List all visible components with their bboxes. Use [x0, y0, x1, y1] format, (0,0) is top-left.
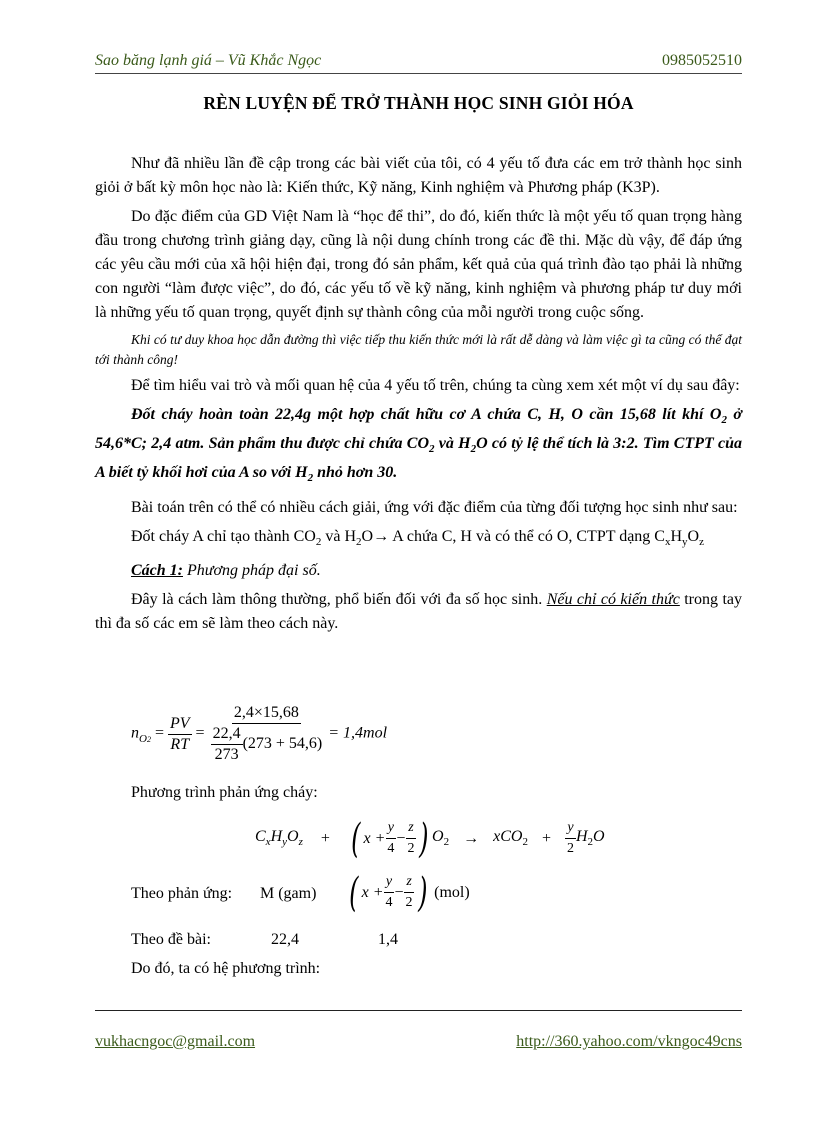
paragraph-approaches: Bài toán trên có thể có nhiều cách giải, ứng với đặc điểm của từng đối tượng học sinh như sau: — [131, 498, 738, 516]
paragraph-intro: Như đã nhiều lần đề cập trong các bài viết của tôi, có 4 yếu tố đưa các em trở thành học sinh giỏi ở bất kỳ môn học nào là: Kiến thức, Kỹ năng, Kinh nghiệm và Phương pháp (K3P). — [95, 155, 742, 196]
page-footer — [95, 1033, 742, 1051]
quote: Khi có tư duy khoa học dẫn đường thì việc tiếp thu kiến thức mới là rất dễ dàng và làm việc gì ta cũng có thể đạt tới thành công! — [95, 332, 742, 367]
document-body — [95, 152, 742, 641]
paragraph-education: Do đặc điểm của GD Việt Nam là “học để thi”, do đó, kiến thức là một yếu tố quan trọng hàng đầu trong chương trình giảng dạy, cũng là nội dung chính trong các đề thi. Mặc dù vậy, để đáp ứng các yêu cầu mới của xã hội hiện đại, trong đó sản phẩm, kết quả của quá trình đào tạo phải là những con người “làm được việc”, do đó, các yếu tố về kỹ năng, kinh nghiệm và phương pháp tư duy mới là những yếu tố quan trọng, quyết định sự thành công của mỗi người trong cuộc sống. — [95, 208, 742, 321]
reaction-ratio-o2-coefficient: ( x + $\frac{y}{4}$ − $\frac{z}{2}$ ) (mol) — [349, 869, 470, 916]
problem-data-label: Theo đề bài: — [131, 931, 211, 948]
fraction-values: 2,4×15,68 $\frac{22,4}{273}$ (273 + 54,6) — [212, 704, 323, 763]
problem-data-moles: 1,4 — [378, 931, 398, 948]
document-title: RÈN LUYỆN ĐỂ TRỞ THÀNH HỌC SINH GIỎI HÓA — [203, 93, 634, 113]
problem-data-mass: 22,4 — [271, 931, 299, 948]
equation-moles-o2: $n_{O2}$ = $\frac{PV}{RT}$ = 2,4×15,68 $\frac{22,4}{273}$ (273 + 54,6) = 1,4mol — [131, 704, 388, 763]
paragraph-method-1: Đây là cách làm thông thường, phổ biến đối với đa số học sinh. Nếu chỉ có kiến thức trong tay thì đa số các em sẽ làm theo cách này. — [95, 590, 742, 632]
equation-combustion: $C_xH_yO_z$ + ( x + $\frac{y}{4}$ − $\frac{z}{2}$ ) $O_2$ → xCO$_2$ + $\frac{y}{2}$ $H_2O$ — [255, 815, 605, 862]
footer-website-link[interactable]: http://360.yahoo.com/vkngoc49cns — [516, 1033, 742, 1050]
footer-email-link[interactable]: vukhacngoc@gmail.com — [95, 1033, 256, 1050]
header-author: Sao băng lạnh giá – Vũ Khắc Ngọc — [95, 52, 322, 69]
reaction-ratio-mass: M (gam) — [260, 885, 317, 902]
problem-statement: Đốt cháy hoàn toàn 22,4g một hợp chất hữu cơ A chứa C, H, O cần 15,68 lít khí $O_2$ ở 54,6*C; 2,4 atm. Sản phẩm thu được chỉ chứa $CO_2$ và $H_2O$ có tỷ lệ thể tích là 3:2. Tìm CTPT của A biết tỷ khối hơi của A so với $H_2$ nhỏ hơn 30. — [95, 406, 743, 485]
paragraph-system-equations: Do đó, ta có hệ phương trình: — [131, 960, 321, 977]
reaction-ratio-label: Theo phản ứng: — [131, 885, 233, 902]
paragraph-combustion: Đốt cháy A chỉ tạo thành $CO_2$ và $H_2O\to A$ chứa C, H và có thể có O, CTPT dạng $C_xH_yO_z$ — [131, 527, 704, 548]
header-phone: 0985052510 — [662, 52, 742, 69]
fraction-pv-rt: $\frac{PV}{RT}$ — [169, 714, 190, 753]
page-header — [95, 52, 742, 74]
paragraph-reaction-equation-label: Phương trình phản ứng cháy: — [131, 784, 318, 801]
footer-divider — [95, 1010, 742, 1011]
method-1-heading: Cách 1: Phương pháp đại số. — [131, 561, 321, 579]
paragraph-example-intro: Để tìm hiểu vai trò và mối quan hệ của 4 yếu tố trên, chúng ta cùng xem xét một ví dụ sau đây: — [131, 377, 740, 394]
